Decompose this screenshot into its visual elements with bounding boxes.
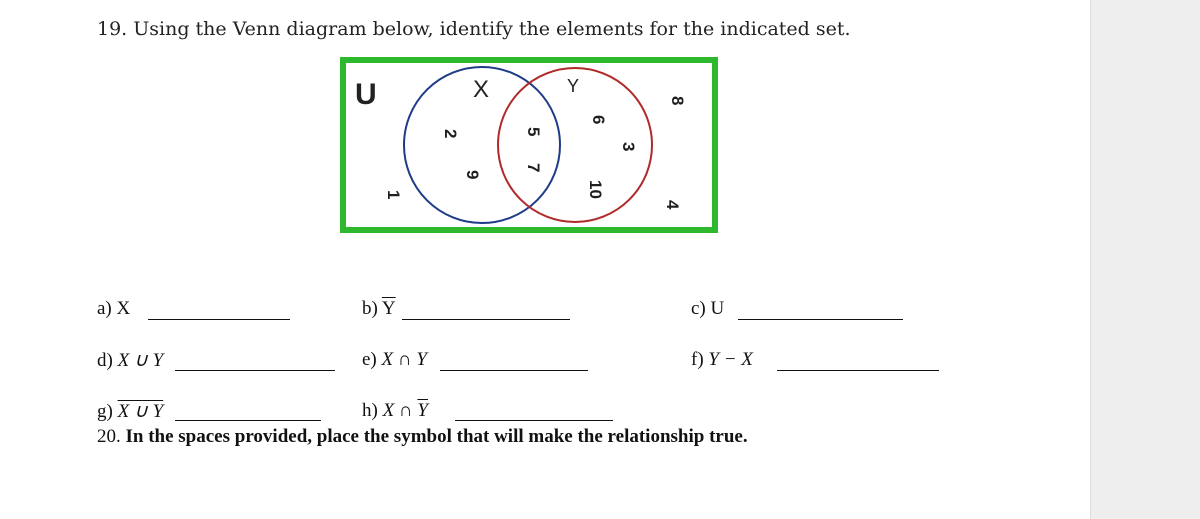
element-y-only: 6: [589, 115, 608, 125]
y-complement: $\overline{Y}$: [381, 298, 396, 319]
part-a-label: a) X: [97, 298, 131, 319]
part-h-answer-line[interactable]: [455, 420, 613, 421]
part-c-label: c) U: [691, 298, 725, 319]
universe-rectangle: [343, 60, 715, 230]
part-e-label: e) X ∩ Y: [362, 349, 427, 370]
element-y-only: 10: [586, 180, 605, 199]
part-d-answer-line[interactable]: [175, 370, 335, 371]
element-x-only: 2: [441, 129, 460, 139]
part-d-label: d) X ∪ Y: [97, 350, 164, 371]
part-h-label: h) X ∩ $\overline{Y}$: [362, 400, 428, 421]
part-e-answer-line[interactable]: [440, 370, 588, 371]
element-outside: 1: [384, 190, 403, 200]
side-panel: [1090, 0, 1200, 519]
question-19-text: 19. Using the Venn diagram below, identify the elements for the indicated set.: [97, 18, 851, 40]
element-x-only: 9: [463, 170, 482, 180]
element-outside: 4: [663, 200, 682, 210]
element-intersection: 7: [524, 163, 543, 173]
element-intersection: 5: [524, 127, 543, 137]
set-y-label: Y: [567, 76, 580, 96]
universe-label: U: [355, 78, 377, 111]
part-b-label: b) $\overline{Y}$: [362, 298, 396, 319]
part-g-answer-line[interactable]: [175, 420, 321, 421]
y-complement: $\overline{Y}$: [417, 400, 428, 421]
part-f-answer-line[interactable]: [777, 370, 939, 371]
set-x-label: X: [473, 76, 490, 103]
element-outside: 8: [668, 96, 687, 106]
question-20-text: 20. In the spaces provided, place the symbol that will make the relationship true.: [97, 426, 748, 447]
part-f-label: f) Y − X: [691, 349, 753, 370]
part-g-label: g) X ∪ Y: [97, 401, 164, 422]
part-a-answer-line[interactable]: [148, 319, 290, 320]
venn-diagram: [0, 0, 1090, 260]
element-y-only: 3: [619, 142, 638, 152]
part-c-answer-line[interactable]: [738, 319, 903, 320]
part-b-answer-line[interactable]: [402, 319, 570, 320]
